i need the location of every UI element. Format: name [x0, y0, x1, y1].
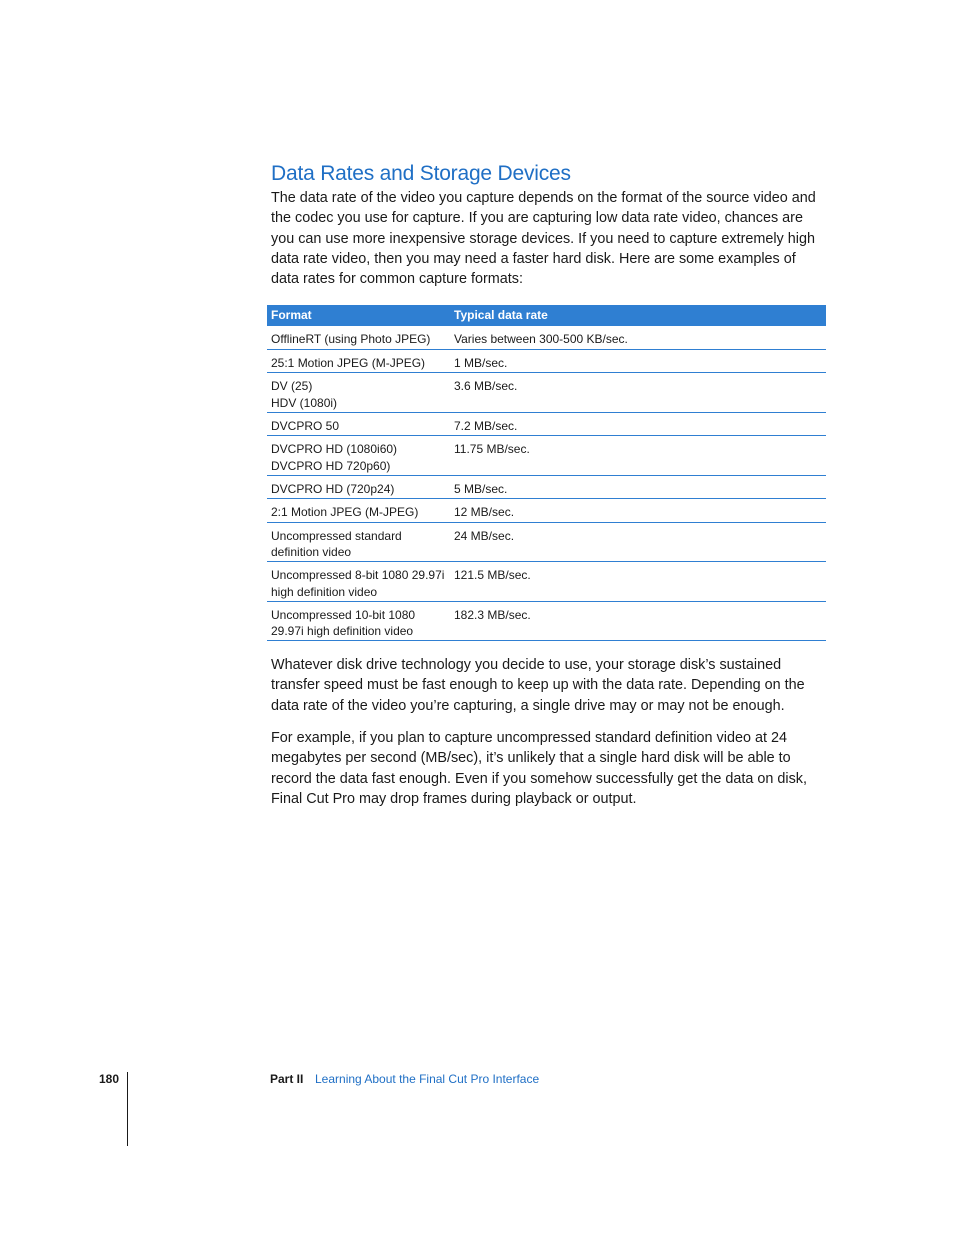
example-paragraph: For example, if you plan to capture uncompressed standard definition video at 24 megabytes per second (MB/sec), it’s unlikely that a single hard disk will be able to record the data fast enough. Even if you somehow successfully get the data on disk, Final Cut Pro may drop frames during playback or output.	[271, 730, 807, 807]
rate-cell: 12 MB/sec.	[454, 505, 515, 520]
table-row	[267, 562, 826, 602]
table-row	[267, 523, 826, 563]
header-typical-data-rate: Typical data rate	[454, 308, 548, 323]
table-row	[267, 326, 826, 350]
table-row	[267, 436, 826, 476]
rate-cell: 11.75 MB/sec.	[454, 442, 530, 457]
header-format: Format	[271, 308, 312, 323]
format-cell: DVCPRO HD (1080i60) DVCPRO HD 720p60)	[271, 442, 398, 473]
table-header	[267, 305, 826, 326]
storage-paragraph: Whatever disk drive technology you decide to use, your storage disk’s sustained transfer speed must be fast enough to keep up with the data rate. Depending on the data rate of the video you’re capturing, a single drive may or may not be enough.	[271, 657, 805, 714]
table-row	[267, 350, 826, 374]
format-cell: DVCPRO HD (720p24)	[271, 481, 395, 496]
table-row	[267, 602, 826, 642]
page-number: 180	[99, 1072, 120, 1086]
table-row	[267, 373, 826, 413]
format-cell: Uncompressed 8-bit 1080 29.97i high definition video	[271, 568, 445, 599]
footer-part-label: Part II	[270, 1072, 304, 1086]
footer-part-title: Learning About the Final Cut Pro Interface	[315, 1072, 540, 1086]
rate-cell: 5 MB/sec.	[454, 481, 508, 496]
rate-cell: 3.6 MB/sec.	[454, 379, 518, 393]
table-row	[267, 476, 826, 500]
table-row	[267, 413, 826, 437]
format-cell: DV (25) HDV (1080i)	[271, 379, 338, 410]
rate-cell: 1 MB/sec.	[454, 355, 508, 370]
format-cell: 25:1 Motion JPEG (M-JPEG)	[271, 355, 426, 370]
footer-divider	[127, 1072, 128, 1146]
rate-cell: 24 MB/sec.	[454, 528, 515, 543]
format-cell: 2:1 Motion JPEG (M-JPEG)	[271, 505, 419, 520]
rate-cell: 7.2 MB/sec.	[454, 418, 518, 433]
table-row	[267, 499, 826, 523]
format-cell: DVCPRO 50	[271, 418, 340, 433]
intro-paragraph: The data rate of the video you capture depends on the format of the source video and the codec you use for capture. If you are capturing low data rate video, chances are you can use more inexpensive storage devices. If you need to capture extremely high data rate video, then you may need a faster hard disk. Here are some examples of data rates for common capture formats:	[271, 190, 816, 288]
rate-cell: Varies between 300-500 KB/sec.	[454, 332, 628, 346]
rate-cell: 121.5 MB/sec.	[454, 568, 531, 583]
format-cell: OfflineRT (using Photo JPEG)	[271, 332, 431, 346]
data-rate-table	[267, 305, 826, 641]
format-cell: Uncompressed standard definition video	[271, 528, 402, 560]
rate-cell: 182.3 MB/sec.	[454, 607, 531, 622]
format-cell: Uncompressed 10-bit 1080 29.97i high definition video	[271, 607, 416, 639]
section-title: Data Rates and Storage Devices	[271, 162, 571, 185]
